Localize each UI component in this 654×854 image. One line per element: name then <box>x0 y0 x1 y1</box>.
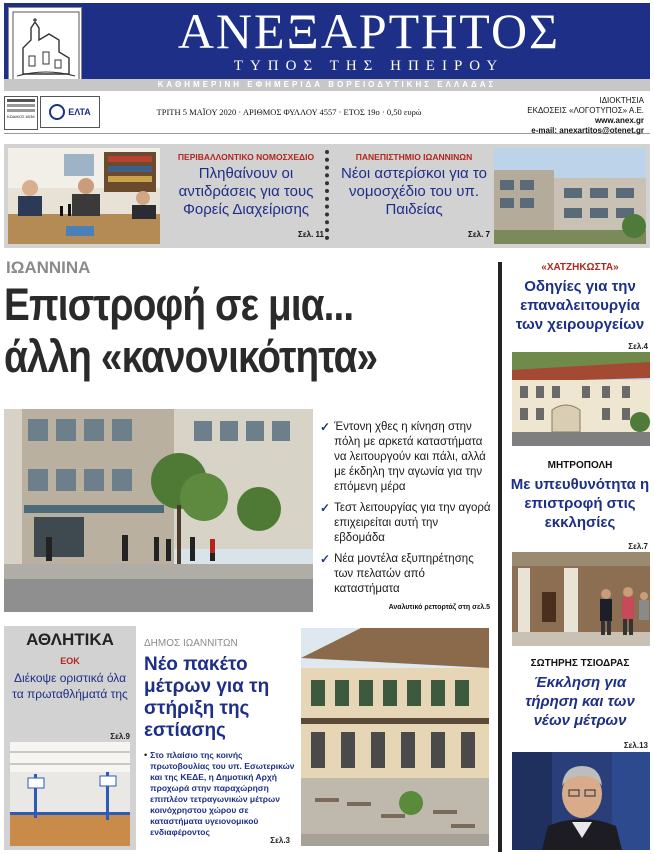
sidebar-item-3-headline: Έκκληση για τήρηση και των νέων μέτρων <box>525 674 635 729</box>
sidebar-item-2-headline: Με υπευθυνότητα η επιστροφή στις εκκλησίες <box>510 476 650 531</box>
top-story-1[interactable] <box>170 152 322 219</box>
municipality-body-text: Στο πλαίσιο της κοινής πρωτοβουλίας του υπ. Εσωτερικών και της ΚΕΔΕ, η Δημοτική Αρχή προχωρά στην παραχώρηση επιπλέον τετραγωνικών μέτρων κοινόχρηστου χώρου σε καταστήματα υγειονομικού ενδιαφέροντος <box>150 750 295 837</box>
sports-headline[interactable]: Διέκοψε οριστικά όλα τα πρωταθλήματά της <box>12 671 128 701</box>
sidebar-item-3[interactable] <box>508 658 652 730</box>
elta-badge <box>40 96 100 128</box>
lead-kicker: ΙΩΑΝΝΙΝΑ <box>6 258 91 277</box>
top-story-2[interactable] <box>336 152 492 219</box>
lead-headline[interactable] <box>4 280 494 384</box>
bullet-dot-icon: • <box>144 750 148 760</box>
sports-box <box>4 626 136 850</box>
top-story-1-headline: Πληθαίνουν οι αντιδράσεις για τους Φορείς Διαχείρισης <box>178 165 314 218</box>
university-building-photo <box>494 148 646 244</box>
restaurant-terrace-photo <box>301 628 489 846</box>
newspaper-logo <box>8 7 82 83</box>
elta-label: ΕΛΤΑ <box>68 107 91 117</box>
basketball-court-photo <box>10 742 130 846</box>
municipality-page: Σελ.3 <box>270 836 290 845</box>
top-story-1-page: Σελ. 11 <box>298 230 324 239</box>
top-story-2-kicker: ΠΑΝΕΠΙΣΤΗΜΙΟ ΙΩΑΝΝΙΝΩΝ <box>355 152 473 162</box>
masthead-tagline-bar <box>4 79 650 91</box>
sidebar-item-1[interactable] <box>508 262 652 334</box>
municipality-kicker: ΔΗΜΟΣ ΙΩΑΝΝΙΤΩΝ <box>144 638 238 649</box>
sidebar-item-1-kicker: «ΧΑΤΖΗΚΩΣΤΑ» <box>541 262 619 273</box>
lead-headline-line1: Επιστροφή σε μια... <box>4 279 354 330</box>
lead-headline-line2: άλλη «κανονικότητα» <box>4 331 378 382</box>
masthead-title: ΑΝΕΞΑΡΤΗΤΟΣ <box>177 3 561 59</box>
postage-stamp <box>4 96 38 130</box>
city-street-photo <box>4 409 313 612</box>
lead-bullet-2: ✓ Τεστ λειτουργίας για την αγορά επιχειρείται αυτή την εβδομάδα <box>320 501 491 544</box>
sidebar-item-2-kicker: ΜΗΤΡΟΠΟΛΗ <box>547 460 613 471</box>
sidebar-item-2[interactable] <box>508 460 652 532</box>
publisher-name: ΕΚΔΟΣΕΙΣ «ΛΟΓΟΤΥΠΟΣ» Α.Ε. <box>527 106 644 115</box>
sidebar-item-2-page: Σελ.7 <box>628 542 648 551</box>
municipality-body <box>144 750 296 838</box>
publisher-info <box>454 96 644 136</box>
tsiodras-portrait-photo <box>512 752 650 850</box>
top-stories-band <box>4 144 650 248</box>
checkmark-icon: ✓ <box>320 552 331 566</box>
info-bar <box>4 92 650 134</box>
lead-bullet-3: ✓ Νέα μοντέλα εξυπηρέτησης των πελατών από καταστήματα <box>320 552 474 595</box>
masthead <box>4 3 650 91</box>
church-queue-photo <box>512 552 650 646</box>
sidebar-item-1-page: Σελ.4 <box>628 342 648 351</box>
sidebar-item-3-page: Σελ.13 <box>623 741 648 750</box>
lead-ref: Αναλυτικό ρεπορτάζ στη σελ.5 <box>388 604 490 611</box>
website-link[interactable]: www.anex.gr <box>594 116 644 125</box>
email-link[interactable]: e-mail: anexartitos@otenet.gr <box>531 126 644 135</box>
church-seal-icon <box>9 8 83 84</box>
municipality-headline[interactable]: Νέο πακέτο μέτρων για τη στήριξη της εστίασης <box>144 654 270 741</box>
checkmark-icon: ✓ <box>320 420 331 434</box>
dateline: ΤΡΙΤΗ 5 ΜΑΪΟΥ 2020 · ΑΡΙΘΜΟΣ ΦΥΛΛΟΥ 4557 · ΕΤΟΣ 19ο · 0,50 ευρώ <box>156 107 422 117</box>
sports-kicker: ΕΟΚ <box>60 656 80 666</box>
checkmark-icon: ✓ <box>320 501 331 515</box>
masthead-subtitle: ΤΥΠΟΣ ΤΗΣ ΗΠΕΙΡΟΥ <box>233 58 505 74</box>
lead-bullets <box>320 420 492 603</box>
stamp-code: ΚΩΔΙΚΟΣ 6036 <box>7 114 35 119</box>
masthead-tagline: ΚΑΘΗΜΕΡΙΝΗ ΕΦΗΜΕΡΙΔΑ ΒΟΡΕΙΟΔΥΤΙΚΗΣ ΕΛΛΑΔΑΣ <box>157 80 497 89</box>
sports-section-title: ΑΘΛΗΤΙΚΑ <box>26 630 114 649</box>
sidebar-divider <box>498 262 502 852</box>
top-story-2-headline: Νέοι αστερίσκοι για το νομοσχέδιο του υπ. Παιδείας <box>341 165 487 218</box>
lead-bullet-1: ✓ Έντονη χθες η κίνηση στην πόλη με αρκετά καταστήματα να λειτουργούν και πάλι, αλλά με έκδηλη την αγωνία για την επόμενη μέρα <box>320 420 486 493</box>
sidebar-item-1-headline: Οδηγίες για την επαναλειτουργία των χειρουργείων <box>515 278 645 333</box>
elta-circle-icon <box>49 104 65 120</box>
top-story-1-kicker: ΠΕΡΙΒΑΛΛΟΝΤΙΚΟ ΝΟΜΟΣΧΕΔΙΟ <box>177 152 315 162</box>
sports-page: Σελ.9 <box>110 732 130 741</box>
press-conference-photo <box>8 148 160 244</box>
sidebar-item-3-kicker: ΣΩΤΗΡΗΣ ΤΣΙΟΔΡΑΣ <box>530 658 630 669</box>
hospital-building-photo <box>512 352 650 446</box>
ownership-label: ΙΔΙΟΚΤΗΣΙΑ <box>599 96 644 105</box>
dotted-divider <box>325 150 329 240</box>
top-story-2-page: Σελ. 7 <box>468 230 490 239</box>
